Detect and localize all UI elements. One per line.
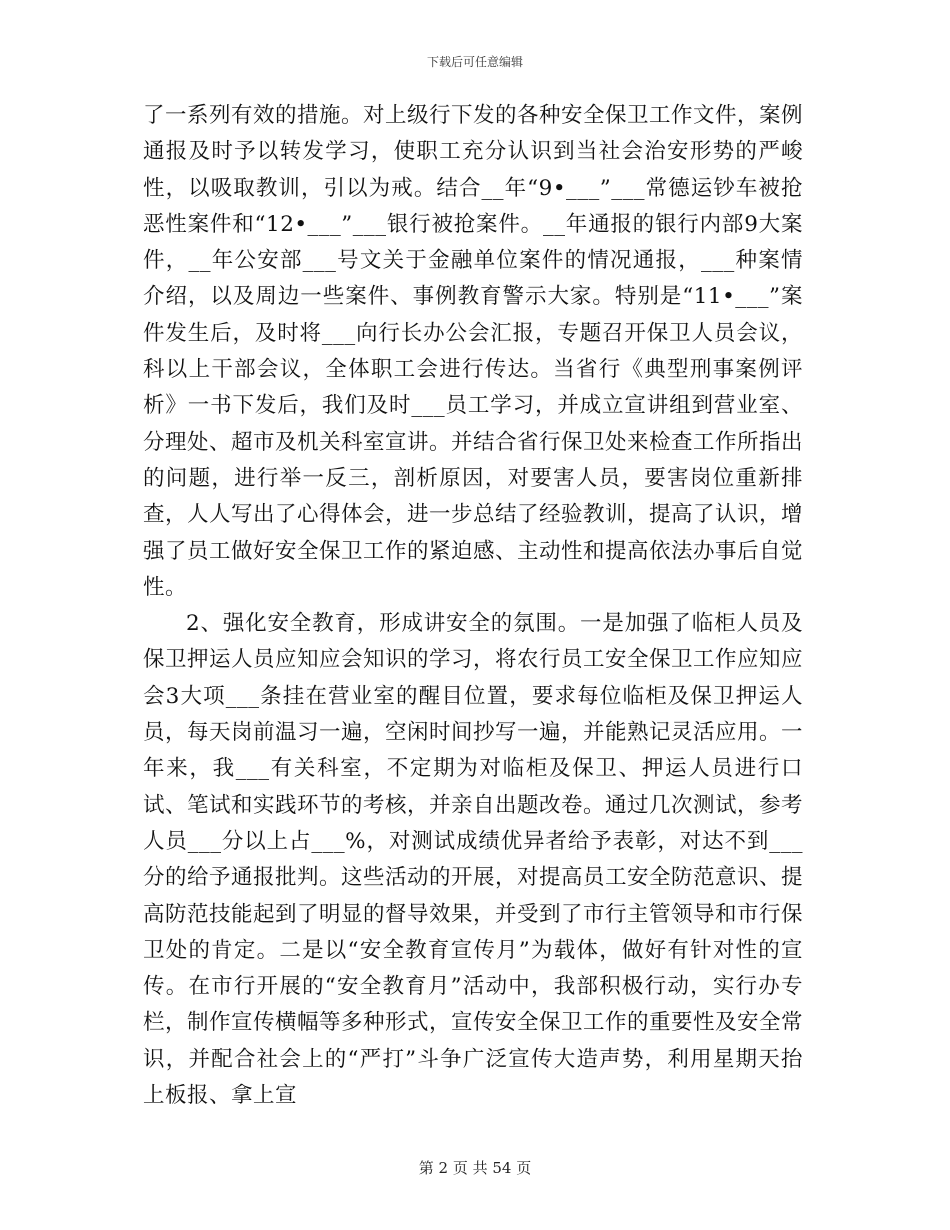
page-header: 下载后可任意编辑 xyxy=(426,55,523,69)
body-paragraph-1: 了一系列有效的措施。对上级行下发的各种安全保卫工作文件，案例通报及时予以转发学习，使职工充分认识到当社会治安形势的严峻性，以吸取教训，引以为戒。结合__年“9•___”___常德运钞车被抢恶性案件和“12•___”___银行被抢案件。__年通报的银行内部9大案件，__年公安部___号文关于金融单位案件的情况通报，___种案情介绍，以及周边一些案件、事例教育警示大家。特别是“11•___”案件发生后，及时将___向行长办公会汇报，专题召开保卫人员会议，科以上干部会议，全体职工会进行传达。当省行《典型刑事案例评析》一书下发后，我们及时___员工学习，并成立宣讲组到营业室、分理处、超市及机关科室宣讲。并结合省行保卫处来检查工作所指出的问题，进行举一反三，剖析原因，对要害人员，要害岗位重新排查，人人写出了心得体会，进一步总结了经验教训，提高了认识，增强了员工做好安全保卫工作的紧迫感、主动性和提高依法办事后自觉性。 xyxy=(143,103,804,600)
body-paragraph-2: 2、强化安全教育，形成讲安全的氛围。一是加强了临柜人员及保卫押运人员应知应会知识的学习，将农行员工安全保卫工作应知应会3大项___条挂在营业室的醒目位置，要求每位临柜及保卫押运人员，每天岗前温习一遍，空闲时间抄写一遍，并能熟记灵活应用。一年来，我___有关科室，不定期为对临柜及保卫、押运人员进行口试、笔试和实践环节的考核，并亲自出题改卷。通过几次测试，参考人员___分以上占___%，对测试成绩优异者给予表彰，对达不到___分的给予通报批判。这些活动的开展，对提高员工安全防范意识、提高防范技能起到了明显的督导效果，并受到了市行主管领导和市行保卫处的肯定。二是以“安全教育宣传月”为载体，做好有针对性的宣传。在市行开展的“安全教育月”活动中，我部积极行动，实行办专栏，制作宣传横幅等多种形式，宣传安全保卫工作的重要性及安全常识，并配合社会上的“严打”斗争广泛宣传大造声势，利用星期天抬上板报、拿上宣 xyxy=(143,611,804,1109)
page-number-footer: 第 2 页 共 54 页 xyxy=(418,1159,532,1177)
document-body xyxy=(143,98,803,1114)
